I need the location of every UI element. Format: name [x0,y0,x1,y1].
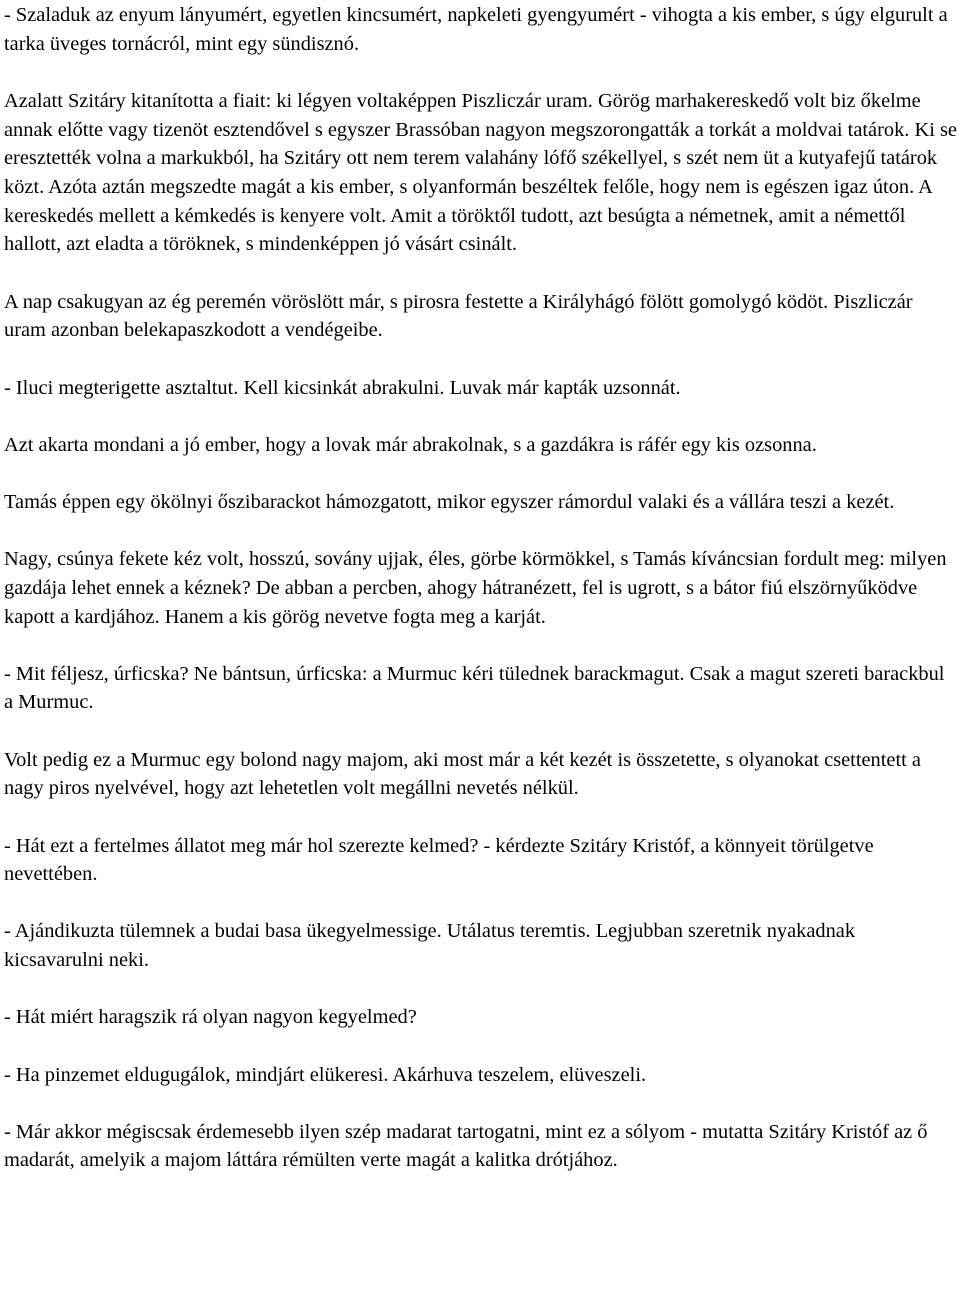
paragraph-11: - Ajándikuzta tülemnek a budai basa ükegyelmessige. Utálatus teremtis. Legjubban szeretnik nyakadnak kicsavarulni neki. [4,920,856,972]
paragraph-1: - Szaladuk az enyum lányumért, egyetlen kincsumért, napkeleti gyengyumért - vihogta a kis ember, s úgy elgurult a tarka üveges tornácról, mint egy sündisznó. [4,4,948,55]
paragraph-8: - Mit féljesz, úrficska? Ne bántsun, úrficska: a Murmuc kéri tülednek barackmagut. Csak a magut szereti barackbul a Murmuc. [4,662,945,714]
paragraph-9: Volt pedig ez a Murmuc egy bolond nagy majom, aki most már a két kezét is összetette, s olyanokat csettentett a nagy piros nyelvével, hogy azt lehetetlen volt megállni nevetés nélkül. [4,748,921,800]
paragraph-10: - Hát ezt a fertelmes állatot meg már hol szerezte kelmed? - kérdezte Szitáry Kristóf, a könnyeit törülgetve nevettében. [4,834,874,886]
paragraph-4: - Iluci megterigette asztaltut. Kell kicsinkát abrakulni. Luvak már kapták uzsonnát. [4,376,681,399]
document-body [4,1,958,1204]
paragraph-6: Tamás éppen egy ökölnyi őszibarackot hámozgatott, mikor egyszer rámordul valaki és a vállára teszi a kezét. [4,490,895,513]
paragraph-13: - Ha pinzemet eldugugálok, mindjárt elükeresi. Akárhuva teszelem, elüveszeli. [4,1063,647,1086]
paragraph-5: Azt akarta mondani a jó ember, hogy a lovak már abrakolnak, s a gazdákra is ráfér egy kis ozsonna. [4,433,817,456]
paragraph-14: - Már akkor mégiscsak érdemesebb ilyen szép madarat tartogatni, mint ez a sólyom - mutatta Szitáry Kristóf az ő madarát, amelyik a majom láttára rémülten verte magát a kalitka drótjához. [4,1120,928,1172]
paragraph-3: A nap csakugyan az ég peremén vöröslött már, s pirosra festette a Királyhágó fölött gomolygó ködöt. Piszliczár uram azonban belekapaszkodott a vendégeibe. [4,290,913,342]
paragraph-12: - Hát miért haragszik rá olyan nagyon kegyelmed? [4,1006,417,1029]
paragraph-2: Azalatt Szitáry kitanította a fiait: ki légyen voltaképpen Piszliczár uram. Görög marhakereskedő volt biz őkelme annak előtte vagy tizenöt esztendővel s egyszer Brassóban nagyon megszorongatták a torkát a moldvai tatárok. Ki se eresztették volna a markukból, ha Szitáry ott nem terem valahány lófő székellyel, s szét nem üt a kutyafejű tatárok közt. Azóta aztán megszedte magát a kis ember, s olyanformán beszéltek felőle, hogy nem is egészen igaz úton. A kereskedés mellett a kémkedés is kenyere volt. Amit a töröktől tudott, azt besúgta a németnek, amit a némettől hallott, azt eladta a töröknek, s mindenképpen jó vásárt csinált. [4,89,957,256]
paragraph-7: Nagy, csúnya fekete kéz volt, hosszú, sovány ujjak, éles, görbe körmökkel, s Tamás kíváncsian fordult meg: milyen gazdája lehet ennek a kéznek? De abban a percben, ahogy hátranézett, fel is ugrott, s a bátor fiú elszörnyűködve kapott a kardjához. Hanem a kis görög nevetve fogta meg a karját. [4,548,947,628]
